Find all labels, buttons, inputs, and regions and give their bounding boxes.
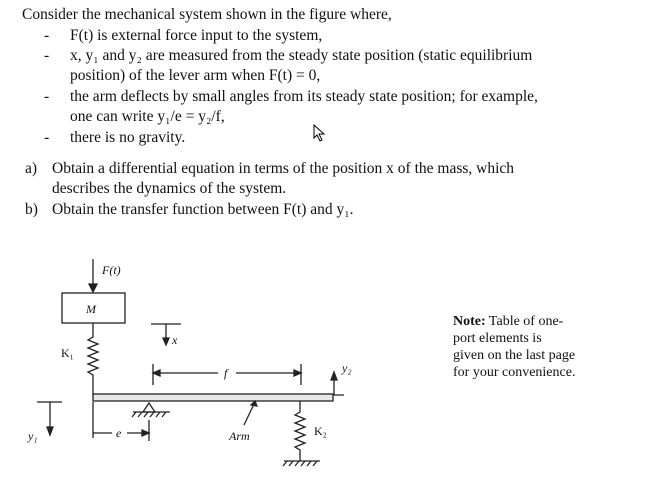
x-label: x [172,333,178,347]
lever-arm [93,394,333,401]
bullet-marker: - [44,27,50,44]
question-a-marker: a) [25,160,38,177]
k1-spring [88,323,98,394]
question-b-marker: b) [25,201,38,218]
note-box [453,313,623,381]
k1-label: K₁ [61,346,74,360]
note-label: Note: [453,314,486,329]
k2-spring [295,401,305,461]
bullet-no-gravity: there is no gravity. [70,129,186,146]
force-label: F(t) [102,263,121,277]
f-label: f [224,366,228,380]
note-line-4: for your convenience. [453,365,576,380]
k2-label: K₂ [314,424,327,438]
bullet-positions-cont: position) of the lever arm when F(t) = 0, [70,67,321,84]
question-b-text: Obtain the transfer function between F(t) and y₁. [52,201,354,218]
y2-label: y₂ [342,361,352,375]
pivot [143,403,155,412]
arm-pointer [244,404,254,425]
y1-label: y₁ [28,429,38,443]
note-line-1: Table of one- [485,314,564,329]
note-line-3: given on the last page [453,348,576,363]
bullet-marker: - [44,129,50,146]
note-line-2: port elements is [453,331,542,346]
bullet-force: F(t) is external force input to the system, [70,27,323,44]
arm-label: Arm [229,429,250,443]
question-a-text: Obtain a differential equation in terms of the position x of the mass, which [52,160,515,177]
intro-text: Consider the mechanical system shown in the figure where, [22,6,392,23]
mass-label: M [86,302,96,316]
e-label: e [116,426,122,440]
question-a-text-cont: describes the dynamics of the system. [52,180,287,197]
bullet-marker: - [44,47,50,64]
bullet-positions: x, y₁ and y₂ are measured from the steady state position (static equilibrium [70,47,533,64]
force-arrowhead [89,284,97,292]
bullet-small-angles: the arm deflects by small angles from its steady state position; for example, [70,88,538,105]
bullet-marker: - [44,88,50,105]
bullet-small-angles-cont: one can write y₁/e = y₂/f, [70,108,225,125]
